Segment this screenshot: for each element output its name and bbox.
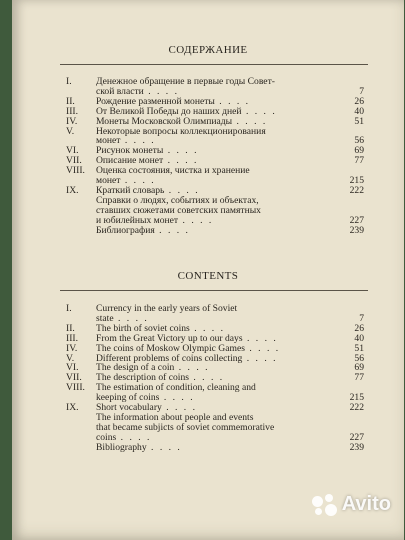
toc-entry-number: IX. — [66, 184, 79, 196]
toc-leader-dots: . . . . — [244, 342, 281, 354]
toc-entry-title: Библиография — [96, 224, 155, 236]
toc-entry-number: IV. — [66, 115, 78, 127]
russian-contents-list — [66, 77, 364, 236]
toc-entry — [66, 127, 364, 147]
toc-entry-number: VII. — [66, 372, 82, 384]
toc-entry-title: ставших сюжетами советских памятных — [96, 204, 261, 216]
toc-entry-page: 26 — [354, 322, 364, 334]
toc-entry-number: II. — [66, 322, 75, 334]
toc-leader-dots: . . . . — [116, 431, 152, 443]
toc-entry-number: VI. — [66, 145, 79, 157]
toc-leader-dots: . . . . — [214, 95, 251, 107]
russian-contents-title: СОДЕРЖАНИЕ — [168, 44, 248, 56]
toc-entry-title: The design of a coin — [96, 362, 175, 374]
toc-entry-title: Справки о людях, событиях и объектах, — [96, 194, 259, 206]
toc-entry-title: From the Great Victory up to our days — [96, 332, 243, 344]
toc-entry-page: 215 — [349, 392, 364, 404]
toc-entry-title: ской власти — [96, 85, 144, 97]
toc-leader-dots: . . . . — [163, 145, 199, 157]
toc-entry-page: 215 — [349, 175, 364, 187]
toc-entry-title: Денежное обращение в первые годы Совет- — [96, 76, 275, 87]
toc-entry-number: III. — [66, 105, 78, 117]
toc-entry-number: IX. — [66, 402, 79, 414]
toc-leader-dots: . . . . — [242, 332, 278, 344]
toc-entry-title: The information about people and events — [96, 411, 254, 423]
toc-entry-title: Монеты Московской Олимпиады — [96, 115, 233, 127]
avito-watermark-text: Avito — [341, 493, 391, 515]
toc-entry-page: 40 — [354, 105, 364, 117]
toc-leader-dots: . . . . — [232, 115, 268, 127]
toc-leader-dots: . . . . — [164, 184, 200, 196]
toc-entry-number: I. — [66, 303, 72, 314]
toc-entry-title: that became subjicts of soviet commemorative — [96, 421, 275, 433]
toc-leader-dots: . . . . — [189, 322, 225, 334]
toc-entry-page: 56 — [354, 135, 364, 147]
toc-entry-page: 69 — [354, 362, 364, 374]
toc-leader-dots: . . . . — [242, 352, 278, 364]
toc-entry-title: keeping of coins — [96, 392, 160, 404]
toc-entry-title: Рисунок монеты — [96, 145, 164, 157]
toc-leader-dots: . . . . — [163, 155, 199, 167]
toc-entry-page: 7 — [359, 312, 364, 324]
toc-entry-title: Краткий словарь — [96, 184, 165, 196]
toc-entry-number: V. — [66, 125, 75, 137]
toc-entry-title: Currency in the early years of Soviet — [96, 303, 238, 314]
toc-entry-page: 51 — [354, 115, 364, 127]
toc-entry-number: VI. — [66, 362, 79, 374]
toc-leader-dots: . . . . — [188, 372, 225, 384]
toc-entry-line — [66, 443, 364, 453]
toc-entry-number: II. — [66, 95, 75, 107]
toc-entry-title: The estimation of condition, cleaning and — [96, 382, 256, 394]
toc-entry-number: VII. — [66, 155, 82, 167]
toc-entry-page: 7 — [359, 85, 364, 97]
toc-entry — [66, 166, 364, 186]
toc-entry-title: The birth of soviet coins — [96, 322, 190, 334]
toc-entry-title: Рождение разменной монеты — [96, 95, 215, 107]
toc-leader-dots: . . . . — [178, 214, 214, 226]
toc-entry-page: 69 — [354, 145, 364, 157]
toc-leader-dots: . . . . — [154, 224, 190, 236]
toc-entry-title: The coins of Moskow Olympic Games — [96, 342, 245, 354]
toc-entry-title: монет — [96, 175, 121, 187]
toc-entry-page: 239 — [349, 441, 364, 453]
toc-leader-dots: . . . . — [241, 105, 277, 117]
toc-entry-title: От Великой Победы до наших дней — [96, 105, 242, 117]
english-contents-list — [66, 304, 364, 453]
avito-watermark — [312, 493, 391, 516]
toc-entry — [66, 443, 364, 453]
toc-entry-title: Bibliography — [96, 441, 147, 453]
toc-leader-dots: . . . . — [113, 312, 149, 324]
toc-leader-dots: . . . . — [161, 402, 197, 414]
avito-logo-icon — [312, 494, 338, 516]
toc-entry-title: Описание монет — [96, 155, 164, 167]
toc-entry — [66, 196, 364, 226]
toc-entry-page: 56 — [354, 352, 364, 364]
toc-entry — [66, 304, 364, 324]
toc-entry-page: 40 — [354, 332, 364, 344]
toc-entry-number: IV. — [66, 342, 78, 354]
toc-entry-page: 77 — [354, 372, 364, 384]
toc-entry-number: VIII. — [66, 165, 85, 177]
toc-leader-dots: . . . . — [159, 392, 195, 404]
toc-entry-number: III. — [66, 332, 78, 344]
toc-leader-dots: . . . . — [120, 175, 156, 187]
toc-entry-number: I. — [66, 76, 72, 87]
toc-leader-dots: . . . . — [146, 441, 182, 453]
russian-contents-rule — [60, 64, 368, 65]
book-page — [12, 0, 404, 540]
toc-entry-page: 239 — [349, 224, 364, 236]
toc-entry-page: 227 — [349, 214, 364, 226]
toc-entry — [66, 383, 364, 403]
toc-entry-number: VIII. — [66, 382, 85, 394]
toc-leader-dots: . . . . — [120, 135, 156, 147]
toc-entry-title: coins — [96, 431, 117, 443]
toc-entry-page: 26 — [354, 95, 364, 107]
toc-entry-title: The description of coins — [96, 372, 189, 384]
toc-entry — [66, 413, 364, 443]
toc-entry-title: Different problems of coins collecting — [96, 352, 243, 364]
toc-entry-page: 222 — [349, 402, 364, 414]
toc-entry-page: 227 — [349, 431, 364, 443]
toc-entry-title: state — [96, 312, 114, 324]
toc-entry-number: V. — [66, 352, 75, 364]
toc-entry-line — [66, 226, 364, 236]
toc-entry-title: и юбилейных монет — [96, 214, 179, 226]
english-contents-title: CONTENTS — [177, 270, 239, 282]
toc-entry-page: 51 — [354, 342, 364, 354]
toc-entry-page: 77 — [354, 155, 364, 167]
toc-entry-title: монет — [96, 135, 121, 147]
toc-entry-page: 222 — [349, 184, 364, 196]
toc-entry-title: Некоторые вопросы коллекционирования — [96, 125, 266, 137]
toc-entry — [66, 226, 364, 236]
toc-entry — [66, 77, 364, 97]
toc-entry-title: Short vocabulary — [96, 402, 162, 414]
english-contents-rule — [60, 290, 368, 291]
toc-entry-title: Оценка состояния, чистка и хранение — [96, 165, 250, 177]
toc-leader-dots: . . . . — [174, 362, 210, 374]
toc-leader-dots: . . . . — [143, 85, 179, 97]
